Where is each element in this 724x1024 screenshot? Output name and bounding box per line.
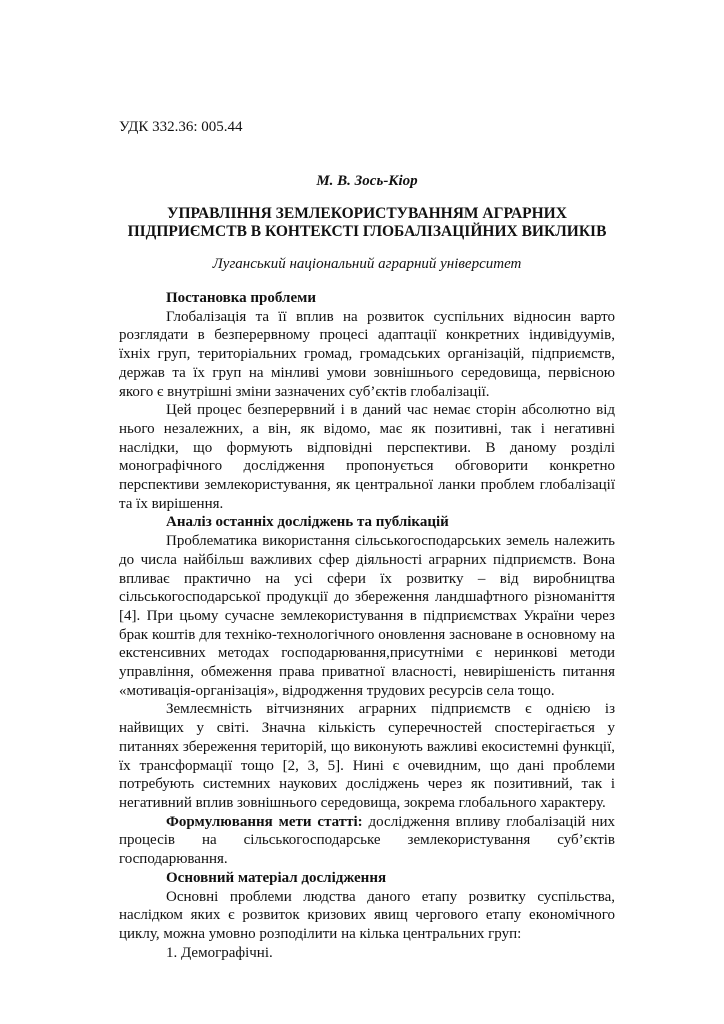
paper-body [119, 289, 615, 962]
section-heading-material: Основний матеріал дослідження [166, 869, 387, 886]
section-heading-analysis: Аналіз останніх досліджень та публікацій [166, 514, 449, 531]
affiliation: Луганський національний аграрний університет [212, 256, 522, 272]
paragraph: Проблематика використання сільськогосподарських земель належить до числа найбільш важливих сфер діяльності аграрних підприємств. Вона впливає практично на усі сфери їх розвитку – від виробництва сільськогосподарської продукції до збереження ландшафтного різноманіття [4]. При цьому сучасне землекористування в підприємствах України через брак коштів для техніко-технологічного оновлення засноване в основному на екстенсивних методах господарювання,присутніми є неринкові методи управління, обмеження права приватної власності, невирішеність питання «мотивація-організація», відродження трудових ресурсів села тощо. [119, 533, 615, 699]
paper-title [109, 205, 625, 241]
paragraph: Землеємність вітчизняних аграрних підприємств є однією із найвищих у світі. Значна кількість суперечностей спостерігається у питаннях збереження територій, що виконують важливі екосистемні функції, їх трансформації тощо [2, 3, 5]. Нині є очевидним, що дані проблеми потребують системних наукових досліджень через як позитивний, так і негативний вплив зовнішнього середовища, зокрема глобального характеру. [119, 701, 615, 811]
list-item: 1. Демографічні. [166, 944, 273, 961]
paragraph: Цей процес безперервний і в даний час немає сторін абсолютно від нього незалежних, а він, як відомо, має як позитивні, так і негативні наслідки, що формують відповідні перспективи. В даному розділі монографічного дослідження пропонується обговорити конкретно перспективи землекористування, як центральної ланки проблем глобалізації та їх вирішення. [119, 402, 615, 512]
goal-label: Формулювання мети статті: [166, 813, 363, 830]
goal-paragraph [119, 813, 615, 869]
section-heading-problem: Постановка проблеми [166, 290, 316, 306]
udk-code: УДК 332.36: 005.44 [119, 119, 243, 135]
paragraph: Основні проблеми людства даного етапу розвитку суспільства, наслідком яких є розвиток кризових явищ чергового етапу економічного циклу, можна умовно розподілити на кілька центральних груп: [119, 888, 615, 942]
title-line-2: ПІДПРИЄМСТВ В КОНТЕКСТІ ГЛОБАЛІЗАЦІЙНИХ ВИКЛИКІВ [127, 223, 607, 240]
title-line-1: УПРАВЛІННЯ ЗЕМЛЕКОРИСТУВАННЯМ АГРАРНИХ [167, 205, 567, 222]
goal-text: дослідження впливу глобалізацій них процесів на сільськогосподарське землекористування суб’єктів господарювання. [119, 813, 615, 868]
author-name: М. В. Зось-Кіор [316, 173, 418, 189]
paragraph: Глобалізація та її вплив на розвиток суспільних відносин варто розглядати в безперервному процесі адаптації конкретних індивідуумів, їхніх груп, територіальних громад, громадських організацій, підприємств, держав та їх груп на мінливі умови зовнішнього середовища, первісною якого є внутрішні зміни зазначених суб’єктів глобалізації. [119, 308, 615, 400]
